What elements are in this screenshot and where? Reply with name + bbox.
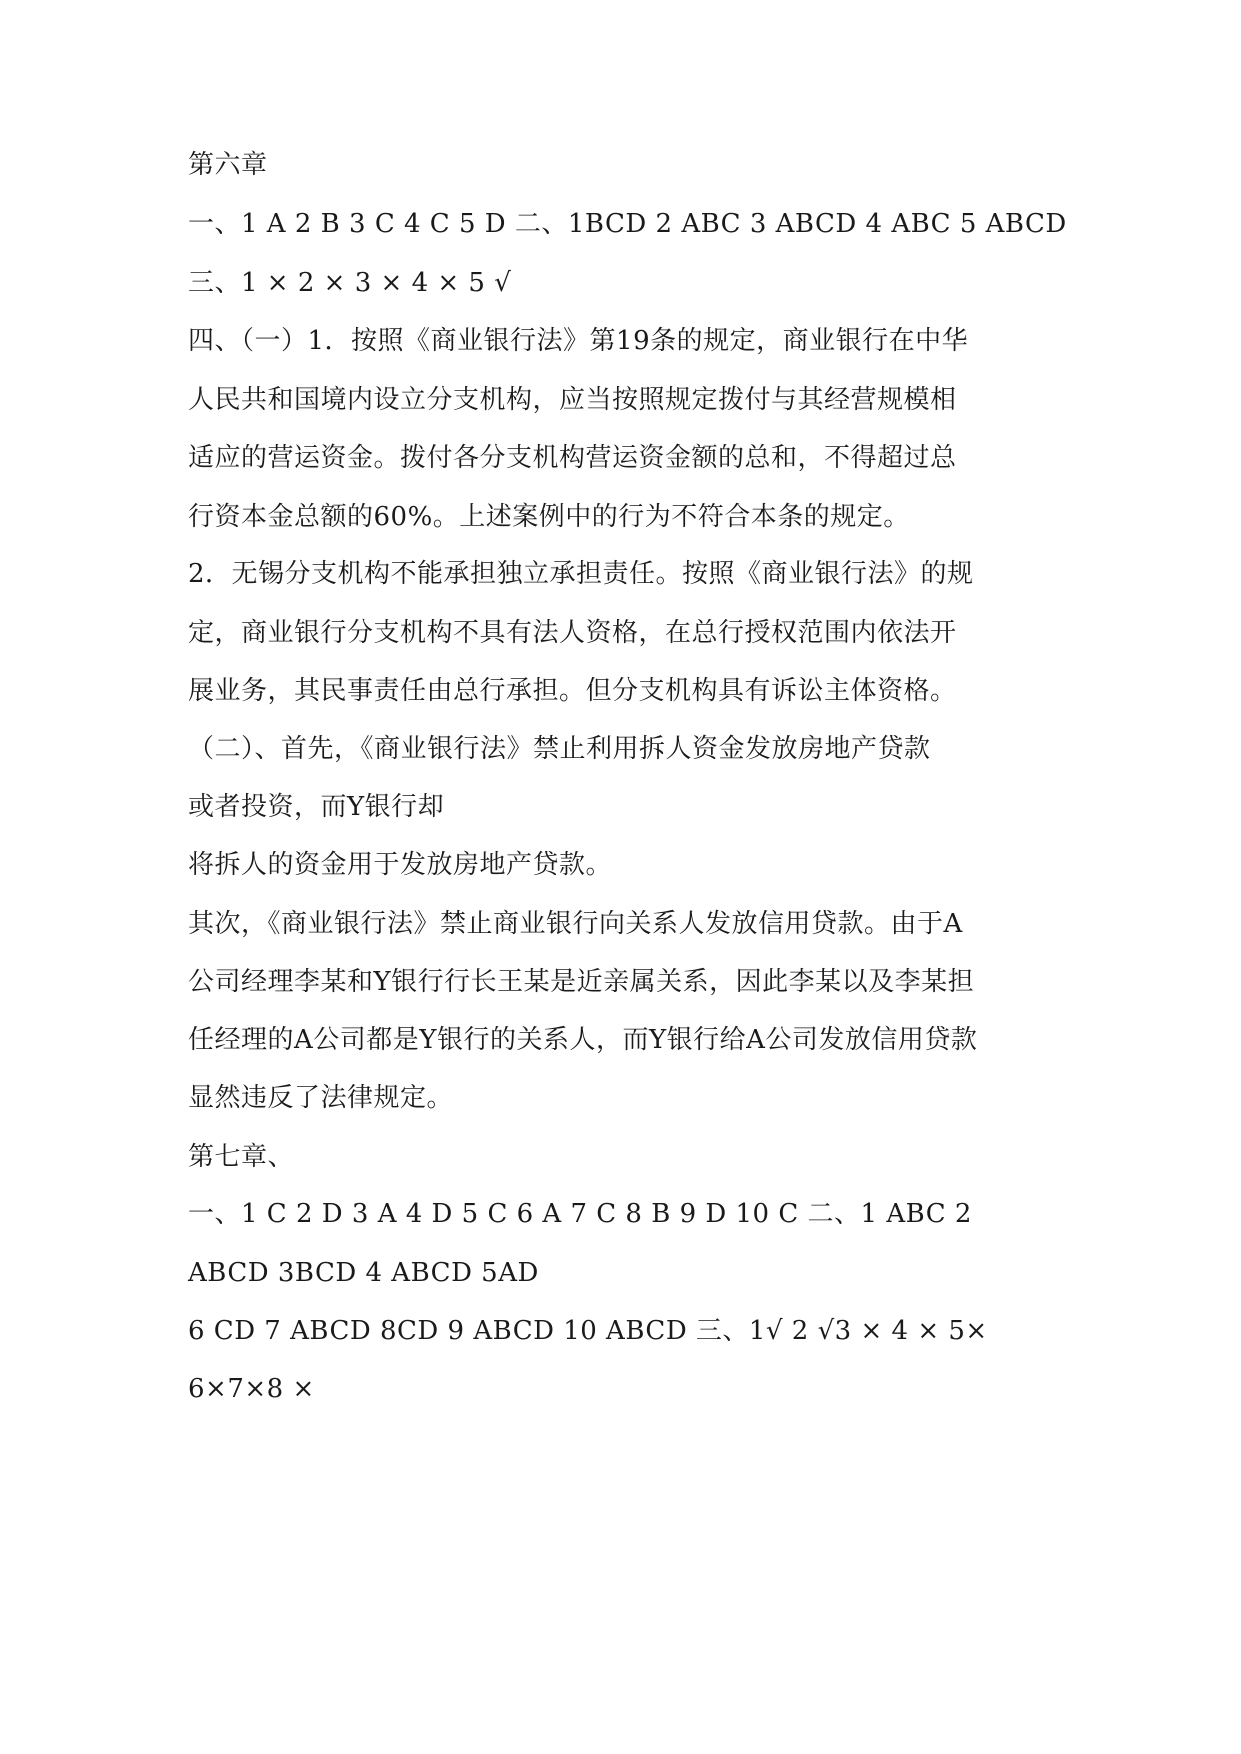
paragraph-line: 适应的营运资金。拨付各分支机构营运资金额的总和，不得超过总: [188, 443, 957, 473]
paragraph-line: 人民共和国境内设立分支机构，应当按照规定拨付与其经营规模相: [188, 385, 957, 415]
answer-line: 6 CD 7 ABCD 8CD 9 ABCD 10 ABCD 三、1√ 2 √3 × 4 × 5×: [188, 1316, 988, 1346]
answer-line: 6×7×8 ×: [188, 1374, 315, 1404]
paragraph-line: 四、（一）1．按照《商业银行法》第19条的规定，商业银行在中华: [188, 326, 969, 356]
paragraph-line: （二）、首先，《商业银行法》禁止利用拆人资金发放房地产贷款: [188, 734, 931, 764]
answer-line: ABCD 3BCD 4 ABCD 5AD: [188, 1258, 539, 1288]
paragraph-line: 行资本金总额的60%。上述案例中的行为不符合本条的规定。: [188, 502, 910, 532]
paragraph-line: 将拆人的资金用于发放房地产贷款。: [188, 850, 613, 880]
answer-line: 一、1 A 2 B 3 C 4 C 5 D 二、1BCD 2 ABC 3 ABCD 4 ABC 5 ABCD: [188, 209, 1067, 239]
answer-line: 一、1 C 2 D 3 A 4 D 5 C 6 A 7 C 8 B 9 D 10 C 二、1 ABC 2: [188, 1199, 972, 1229]
paragraph-line: 或者投资，而Y银行却: [188, 792, 445, 822]
chapter-6-heading: 第六章: [188, 150, 268, 180]
paragraph-line: 公司经理李某和Y银行行长王某是近亲属关系，因此李某以及李某担: [188, 967, 975, 997]
paragraph-line: 任经理的A公司都是Y银行的关系人，而Y银行给A公司发放信用贷款: [188, 1025, 978, 1055]
paragraph-line: 显然违反了法律规定。: [188, 1083, 454, 1113]
paragraph-line: 其次，《商业银行法》禁止商业银行向关系人发放信用贷款。由于A: [188, 909, 963, 939]
answer-line: 三、1 × 2 × 3 × 4 × 5 √: [188, 268, 512, 298]
paragraph-line: 展业务，其民事责任由总行承担。但分支机构具有诉讼主体资格。: [188, 676, 957, 706]
chapter-7-heading: 第七章、: [188, 1142, 295, 1172]
paragraph-line: 2．无锡分支机构不能承担独立承担责任。按照《商业银行法》的规: [188, 559, 974, 589]
paragraph-line: 定，商业银行分支机构不具有法人资格，在总行授权范围内依法开: [188, 618, 957, 648]
